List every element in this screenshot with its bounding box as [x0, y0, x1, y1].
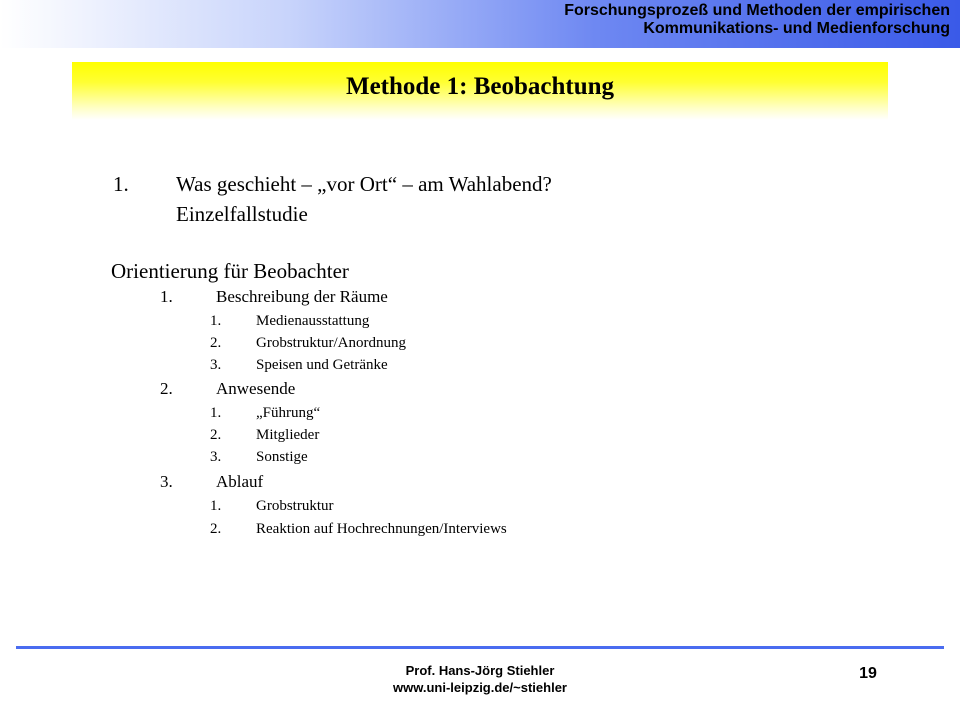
list-item: Mitglieder	[256, 427, 320, 443]
list-item: „Führung“	[256, 405, 321, 421]
item-number: 1.	[210, 405, 222, 421]
list-item: Sonstige	[256, 449, 308, 465]
course-title	[564, 2, 950, 38]
item-number: 1.	[210, 313, 222, 329]
header-bar	[0, 0, 960, 48]
title-band	[72, 62, 888, 120]
slide-title: Methode 1: Beobachtung	[345, 73, 615, 100]
item-number: 3.	[210, 449, 222, 465]
list-item: Grobstruktur	[256, 498, 334, 514]
question-subtitle: Einzelfallstudie	[176, 202, 308, 226]
list-item: Medienausstattung	[256, 313, 370, 329]
section-number: 1.	[160, 287, 173, 306]
section-label: Ablauf	[216, 472, 264, 491]
item-number: 2.	[210, 427, 222, 443]
author-name: Prof. Hans-Jörg Stiehler	[405, 663, 555, 678]
page-number: 19	[859, 665, 877, 682]
question-number: 1.	[113, 172, 129, 196]
item-number: 3.	[210, 357, 222, 373]
footer-author	[300, 662, 660, 696]
question-text: Was geschieht – „vor Ort“ – am Wahlabend?	[176, 172, 552, 196]
orientation-heading: Orientierung für Beobachter	[111, 259, 349, 283]
section-number: 2.	[160, 379, 173, 398]
footer-divider	[16, 646, 944, 649]
item-number: 1.	[210, 498, 222, 514]
course-title-line-1: Forschungsprozeß und Methoden der empirischen	[564, 2, 950, 19]
author-url: www.uni-leipzig.de/~stiehler	[393, 680, 567, 695]
list-item: Reaktion auf Hochrechnungen/Interviews	[256, 521, 507, 537]
list-item: Grobstruktur/Anordnung	[256, 335, 406, 351]
item-number: 2.	[210, 521, 222, 537]
section-label: Beschreibung der Räume	[216, 287, 388, 306]
item-number: 2.	[210, 335, 222, 351]
section-number: 3.	[160, 472, 173, 491]
course-title-line-2: Kommunikations- und Medienforschung	[643, 20, 950, 37]
list-item: Speisen und Getränke	[256, 357, 388, 373]
section-label: Anwesende	[216, 379, 296, 398]
